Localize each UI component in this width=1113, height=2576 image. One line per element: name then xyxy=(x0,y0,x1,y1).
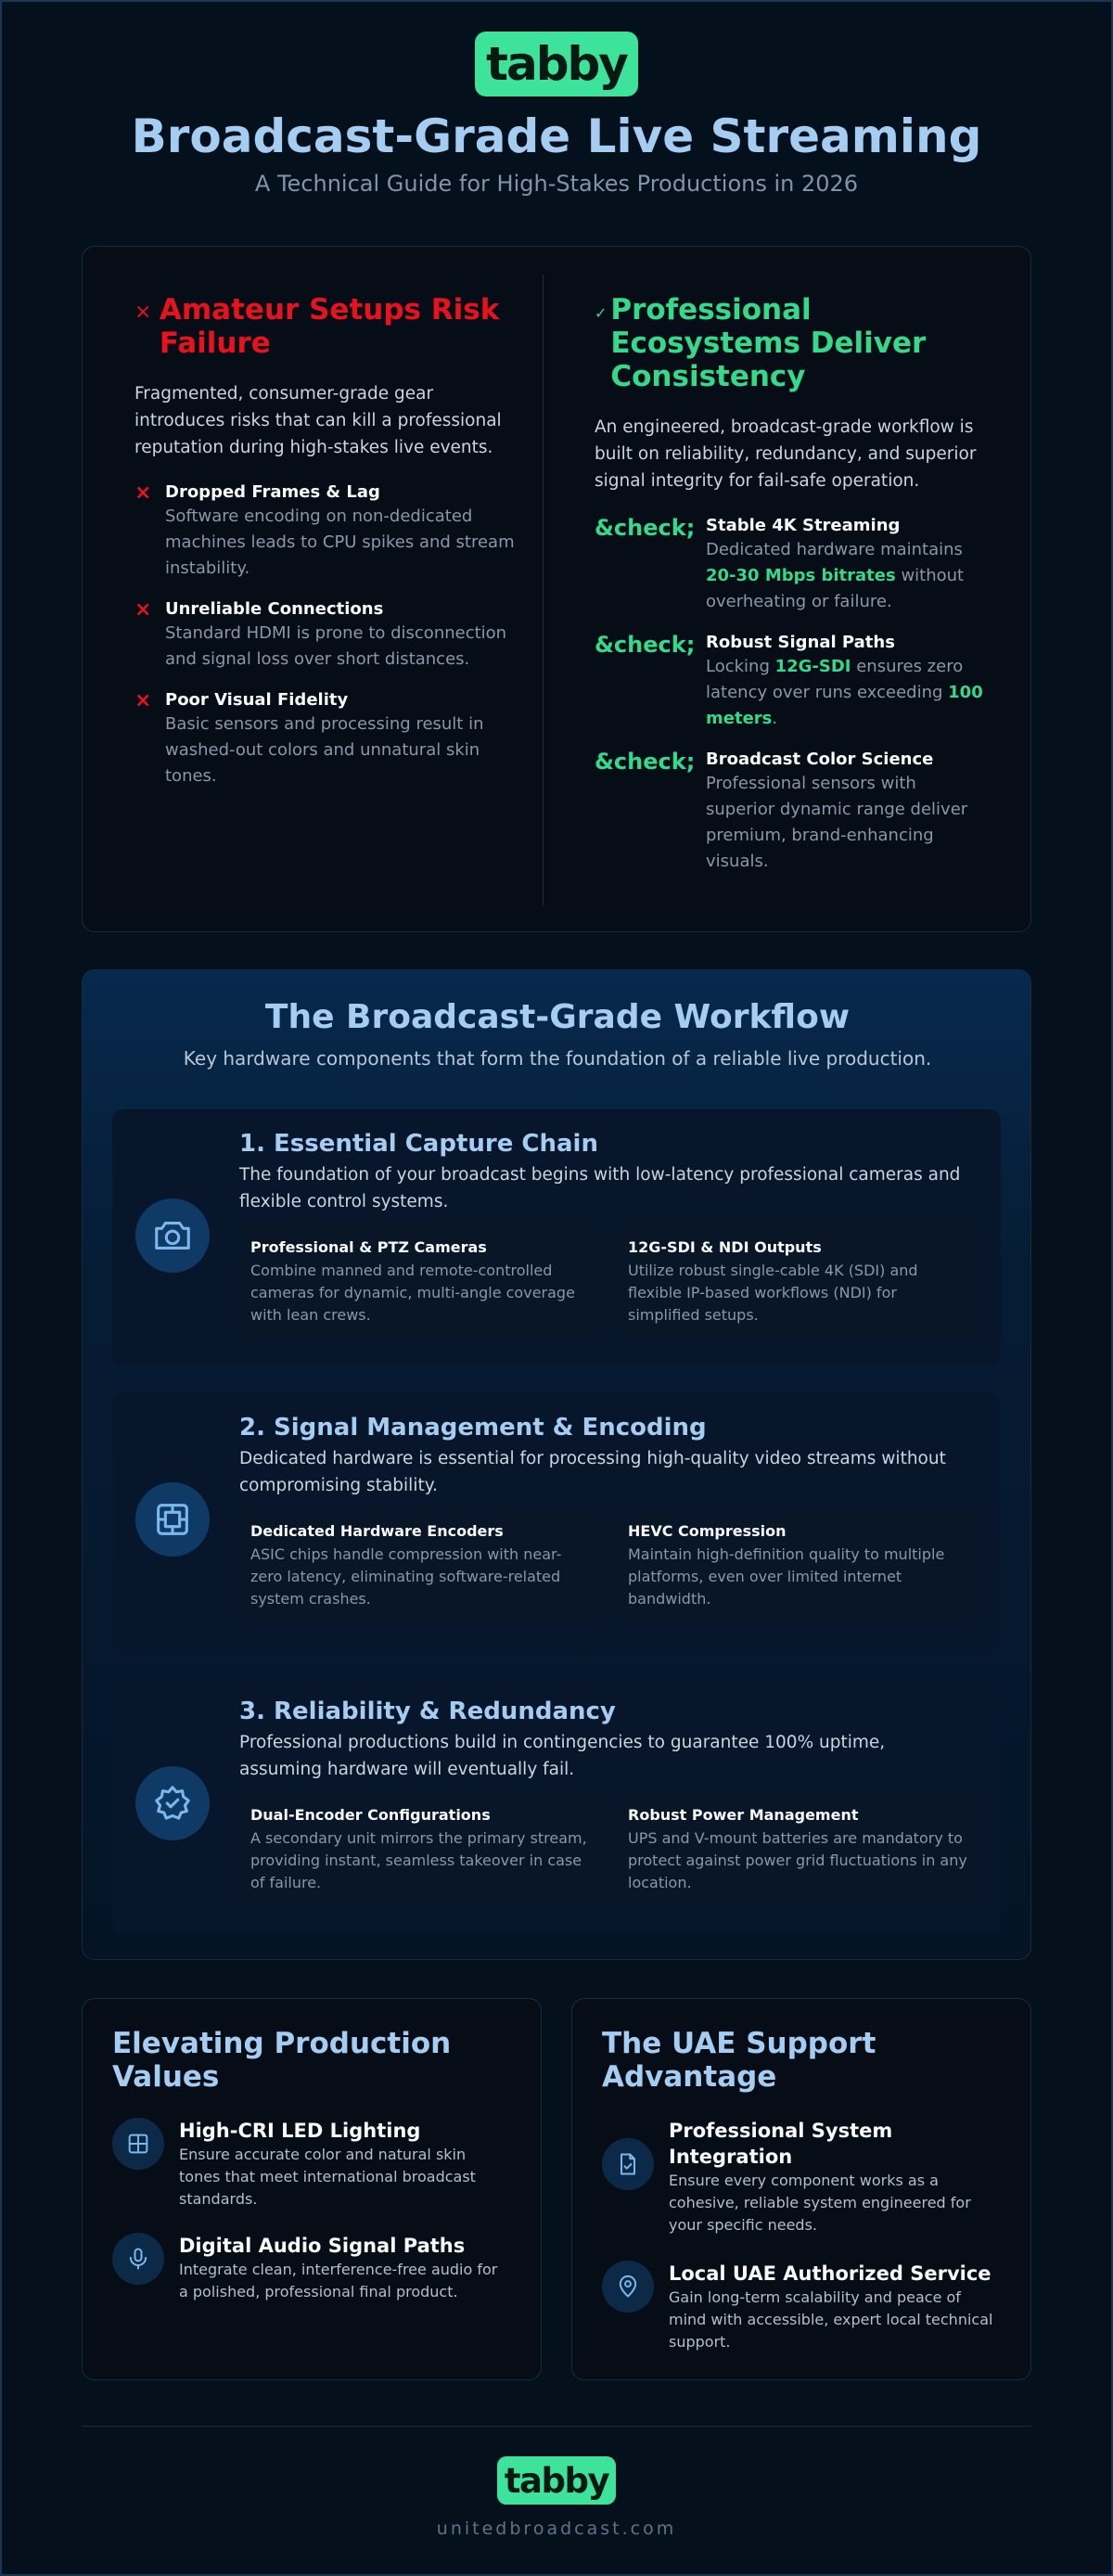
step-description: Professional productions build in contingencies to guarantee 100% uptime, assuming hardware will eventually fail. xyxy=(239,1733,886,1779)
feature-item xyxy=(112,2233,511,2303)
component-text: UPS and V-mount batteries are mandatory to protect against power grid fluctuations in any location. xyxy=(628,1829,967,1891)
verified-badge-icon xyxy=(135,1766,210,1840)
component-card xyxy=(239,1510,603,1620)
feature-title: Local UAE Authorized Service xyxy=(669,2262,991,2285)
text-part: ensures zero latency over runs exceeding xyxy=(706,657,964,702)
production-values-card xyxy=(82,1998,542,2380)
feature-item xyxy=(602,2118,1001,2236)
microphone-icon xyxy=(112,2233,164,2285)
step-title: 2. Signal Management & Encoding xyxy=(239,1414,707,1442)
professional-column xyxy=(595,293,984,891)
component-text: Combine manned and remote-controlled cameras for dynamic, multi-angle coverage with lean crews. xyxy=(250,1262,575,1324)
support-title: The UAE Support Advantage xyxy=(602,2027,876,2094)
feature-text: Gain long-term scalability and peace of mind with accessible, expert local technical support. xyxy=(669,2288,993,2351)
text-part: Locking xyxy=(706,657,775,676)
light-panel-icon xyxy=(112,2118,164,2170)
component-title: HEVC Compression xyxy=(628,1522,787,1540)
risk-text: Software encoding on non-dedicated machines leads to CPU spikes and stream instability. xyxy=(165,506,515,578)
component-text: A secondary unit mirrors the primary stream, providing instant, seamless takeover in case of failure. xyxy=(250,1829,587,1891)
component-title: Dedicated Hardware Encoders xyxy=(250,1522,504,1540)
amateur-column xyxy=(134,293,524,806)
amateur-intro: Fragmented, consumer-grade gear introduces risks that can kill a professional reputation during high-stakes live events. xyxy=(134,384,502,457)
professional-header xyxy=(595,293,984,393)
workflow-title: The Broadcast-Grade Workflow xyxy=(264,998,851,1036)
component-text: Maintain high-definition quality to multiple platforms, even over limited internet bandwidth. xyxy=(628,1545,945,1608)
benefit-title: Broadcast Color Science xyxy=(706,750,934,769)
workflow-step xyxy=(112,1393,1001,1649)
check-icon: &check; xyxy=(595,632,696,658)
risk-title: Poor Visual Fidelity xyxy=(165,690,349,710)
risk-item xyxy=(134,598,524,673)
footer-tabby-logo[interactable] xyxy=(497,2456,616,2505)
x-icon: × xyxy=(134,689,152,712)
text-part: . xyxy=(772,709,778,728)
feature-title: Digital Audio Signal Paths xyxy=(179,2235,466,2257)
footer-divider xyxy=(82,2426,1031,2427)
risk-list xyxy=(134,481,524,789)
amateur-title: Amateur Setups Risk Failure xyxy=(159,293,500,360)
highlight: 20-30 Mbps bitrates xyxy=(706,566,896,585)
highlight: 100 meters xyxy=(706,683,983,728)
highlight: 12G-SDI xyxy=(774,657,851,676)
feature-text: Ensure accurate color and natural skin tones that meet international broadcast standards. xyxy=(179,2146,476,2208)
risk-text: Standard HDMI is prone to disconnection and signal loss over short distances. xyxy=(165,623,507,669)
feature-text: Ensure every component works as a cohesive, reliable system engineered for your specific needs. xyxy=(669,2172,971,2234)
risk-item xyxy=(134,481,524,582)
benefit-item xyxy=(595,632,984,732)
risk-title: Unreliable Connections xyxy=(165,599,384,619)
workflow-section xyxy=(82,969,1031,1960)
professional-intro: An engineered, broadcast-grade workflow is built on reliability, redundancy, and superior signal integrity for fail-safe operation. xyxy=(595,417,977,491)
professional-title: Professional Ecosystems Deliver Consistency xyxy=(610,293,927,393)
benefit-item xyxy=(595,515,984,615)
component-card xyxy=(617,1794,980,1903)
feature-title: High-CRI LED Lighting xyxy=(179,2120,421,2142)
column-divider xyxy=(543,275,544,905)
step-description: The foundation of your broadcast begins with low-latency professional cameras and flexible control systems. xyxy=(239,1165,961,1211)
benefit-text xyxy=(706,537,984,615)
benefit-item xyxy=(595,749,984,875)
x-icon: × xyxy=(134,481,152,505)
tabby-logo[interactable] xyxy=(475,32,638,96)
component-title: Professional & PTZ Cameras xyxy=(250,1238,487,1256)
risk-text: Basic sensors and processing result in washed-out colors and unnatural skin tones. xyxy=(165,714,484,786)
location-pin-icon xyxy=(602,2261,654,2313)
chip-icon xyxy=(135,1482,210,1557)
workflow-step xyxy=(112,1109,1001,1365)
page-title: Broadcast-Grade Live Streaming xyxy=(131,109,982,163)
check-icon: &check; xyxy=(595,749,696,775)
component-card xyxy=(617,1226,980,1336)
logo-text: tabby xyxy=(486,37,627,91)
logo-text: tabby xyxy=(504,2460,609,2501)
feature-text: Integrate clean, interference-free audio for a polished, professional final product. xyxy=(179,2261,498,2300)
comparison-panel xyxy=(82,246,1031,932)
feature-item xyxy=(112,2118,511,2211)
x-mark-icon: × xyxy=(134,301,152,324)
step-title: 1. Essential Capture Chain xyxy=(239,1130,598,1158)
benefit-title: Stable 4K Streaming xyxy=(706,516,901,535)
check-icon: &check; xyxy=(595,515,696,541)
checkmark-icon: ✓ xyxy=(595,304,608,322)
component-card xyxy=(239,1226,603,1336)
workflow-subtitle: Key hardware components that form the foundation of a reliable live production. xyxy=(183,1047,932,1070)
benefit-list xyxy=(595,515,984,875)
footer-url-link[interactable]: unitedbroadcast.com xyxy=(436,2518,677,2539)
uae-support-card xyxy=(571,1998,1031,2380)
step-description: Dedicated hardware is essential for processing high-quality video streams without compromising stability. xyxy=(239,1449,946,1495)
component-title: Robust Power Management xyxy=(628,1806,859,1824)
component-text: ASIC chips handle compression with near-zero latency, eliminating software-related system crashes. xyxy=(250,1545,562,1608)
feature-title: Professional System Integration xyxy=(669,2120,893,2168)
component-title: 12G-SDI & NDI Outputs xyxy=(628,1238,822,1256)
component-title: Dual-Encoder Configurations xyxy=(250,1806,491,1824)
amateur-header xyxy=(134,293,524,360)
feature-item xyxy=(602,2261,1001,2353)
component-text: Utilize robust single-cable 4K (SDI) and flexible IP-based workflows (NDI) for simplified setups. xyxy=(628,1262,918,1324)
benefit-title: Robust Signal Paths xyxy=(706,633,895,652)
risk-title: Dropped Frames & Lag xyxy=(165,482,380,502)
benefit-text xyxy=(706,654,984,732)
workflow-step xyxy=(112,1677,1001,1933)
production-title: Elevating Production Values xyxy=(112,2027,452,2094)
component-card xyxy=(617,1510,980,1620)
risk-item xyxy=(134,689,524,789)
step-title: 3. Reliability & Redundancy xyxy=(239,1698,616,1725)
text-part: Dedicated hardware maintains xyxy=(706,540,963,559)
benefit-text: Professional sensors with superior dynamic range deliver premium, brand-enhancing visuals. xyxy=(706,774,968,871)
x-icon: × xyxy=(134,598,152,622)
text-part: without overheating or failure. xyxy=(706,566,965,611)
page-subtitle: A Technical Guide for High-Stakes Productions in 2026 xyxy=(254,171,859,197)
document-check-icon xyxy=(602,2138,654,2190)
camera-icon xyxy=(135,1198,210,1273)
component-card xyxy=(239,1794,603,1903)
